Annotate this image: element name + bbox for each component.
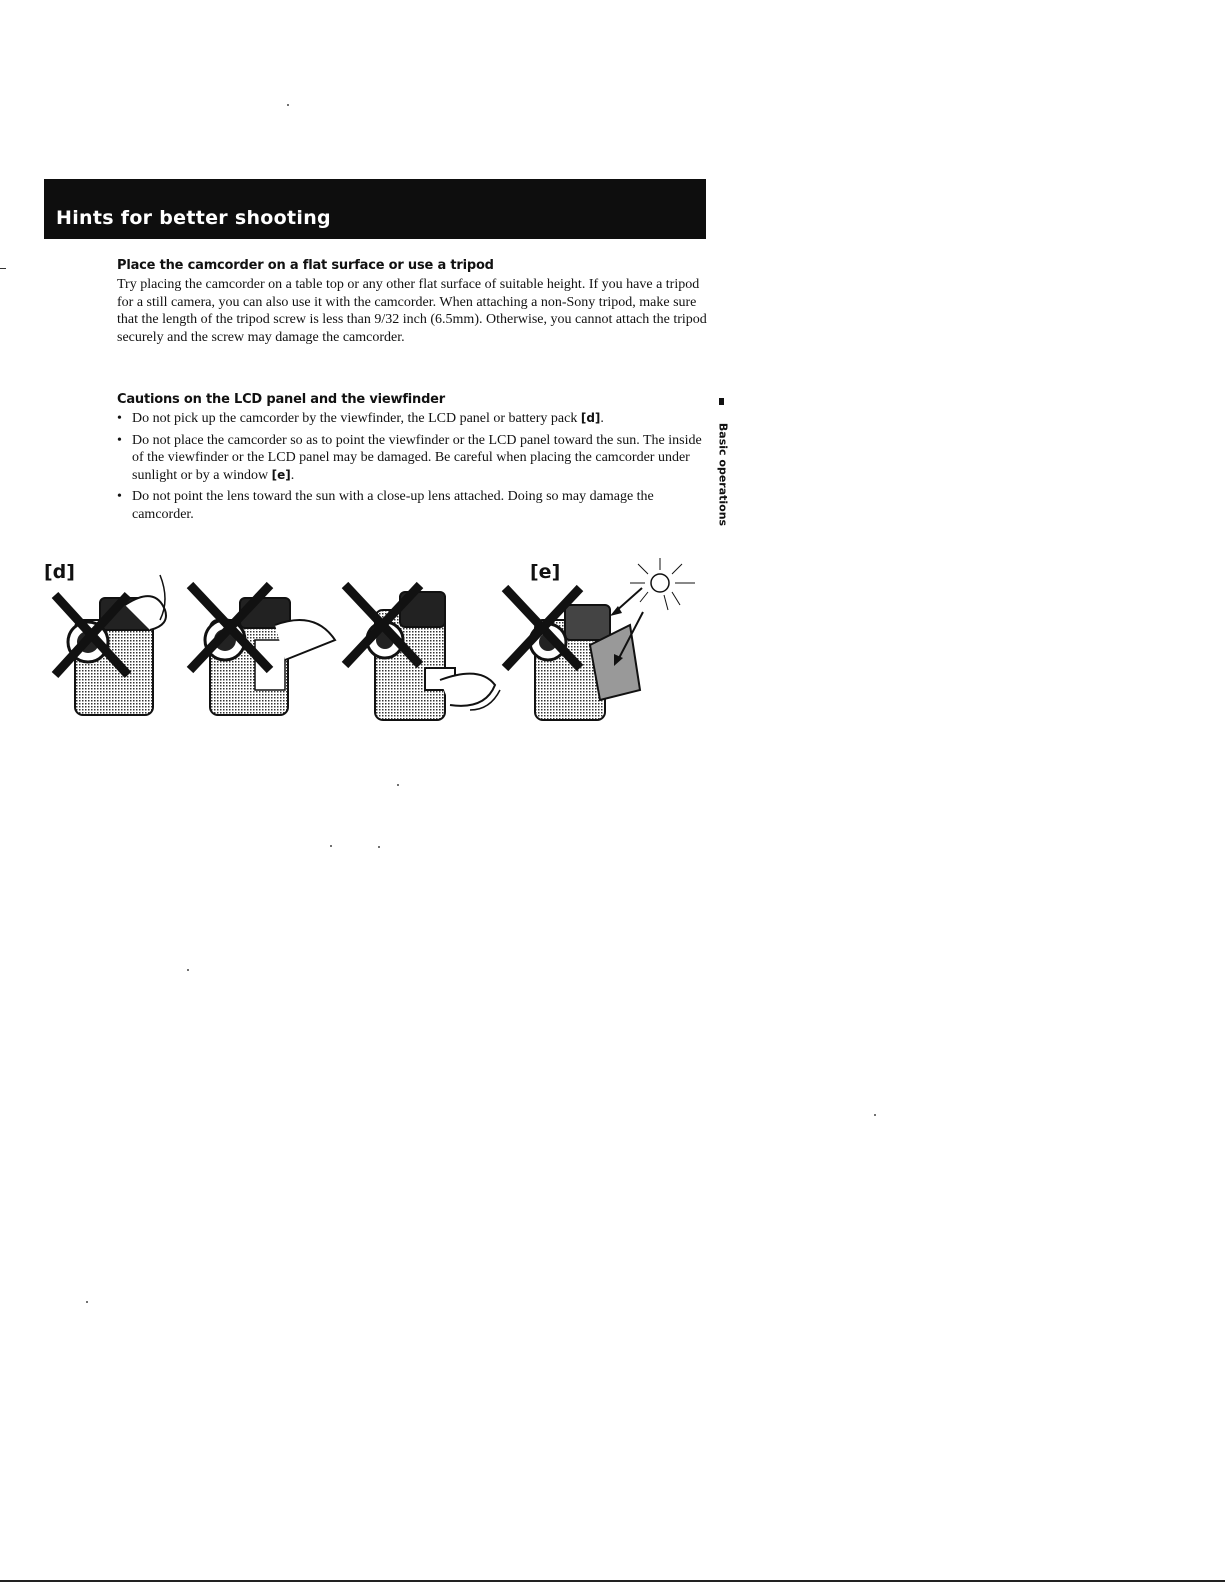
chapter-label: Basic operations — [716, 422, 730, 527]
caution-item-2 — [117, 432, 712, 485]
figure-label-d: [d] — [44, 561, 75, 583]
figure-ref-d: [d] — [580, 411, 601, 425]
bullet-mark: • — [117, 432, 122, 448]
tripod-body: Try placing the camcorder on a table top or any other flat surface of suitable height. If you have a tripod for a still camera, you can also use it with the camcorder. When attaching a non-Sony tripod, make sure that the length of the tripod screw is less than 9/32 inch (6.5mm). Otherwise, you cannot attach the tripod securely and the screw may damage the camcorder. — [117, 277, 707, 345]
scan-speck — [187, 969, 189, 971]
cautions-list — [117, 410, 712, 524]
scan-speck — [874, 1114, 876, 1116]
figure-label-e: [e] — [530, 561, 561, 583]
bullet-mark: • — [117, 411, 122, 426]
tripod-section — [117, 258, 712, 346]
scan-speck — [378, 846, 380, 848]
camcorder-figure-2 — [190, 585, 335, 715]
figure-ref-e: [e] — [271, 467, 291, 482]
camcorder-illustrations — [40, 550, 710, 730]
scan-speck — [86, 1301, 88, 1303]
cautions-section — [117, 392, 712, 528]
section-banner — [44, 179, 706, 239]
chapter-marker — [719, 398, 724, 405]
camcorder-figure-1 — [55, 575, 166, 715]
scan-speck — [330, 845, 332, 847]
page-title: Hints for better shooting — [56, 207, 331, 229]
page-bottom-edge — [0, 1580, 1225, 1582]
camcorder-figure-3 — [345, 585, 500, 720]
scan-speck — [397, 784, 399, 786]
caution-end: . — [290, 467, 295, 483]
cautions-heading: Cautions on the LCD panel and the viewfinder — [117, 392, 446, 407]
bullet-mark: • — [117, 489, 122, 505]
chapter-side-tab — [714, 398, 730, 528]
scan-speck — [287, 104, 289, 106]
caution-item-1 — [117, 410, 712, 428]
sun-icon — [630, 558, 695, 610]
caution-end: . — [600, 411, 604, 426]
tripod-heading: Place the camcorder on a flat surface or use a tripod — [117, 258, 494, 273]
caution-text: Do not point the lens toward the sun with a close-up lens attached. Doing so may damage the camcorder. — [132, 489, 654, 522]
margin-tick — [0, 268, 6, 269]
caution-text: Do not pick up the camcorder by the viewfinder, the LCD panel or battery pack — [132, 411, 581, 426]
caution-text: Do not place the camcorder so as to point the viewfinder or the LCD panel toward the sun. The inside of the viewfinder or the LCD panel may be damaged. Be careful when placing the camcorder under sunlight or by a window — [132, 432, 702, 483]
caution-item-3 — [117, 488, 712, 523]
